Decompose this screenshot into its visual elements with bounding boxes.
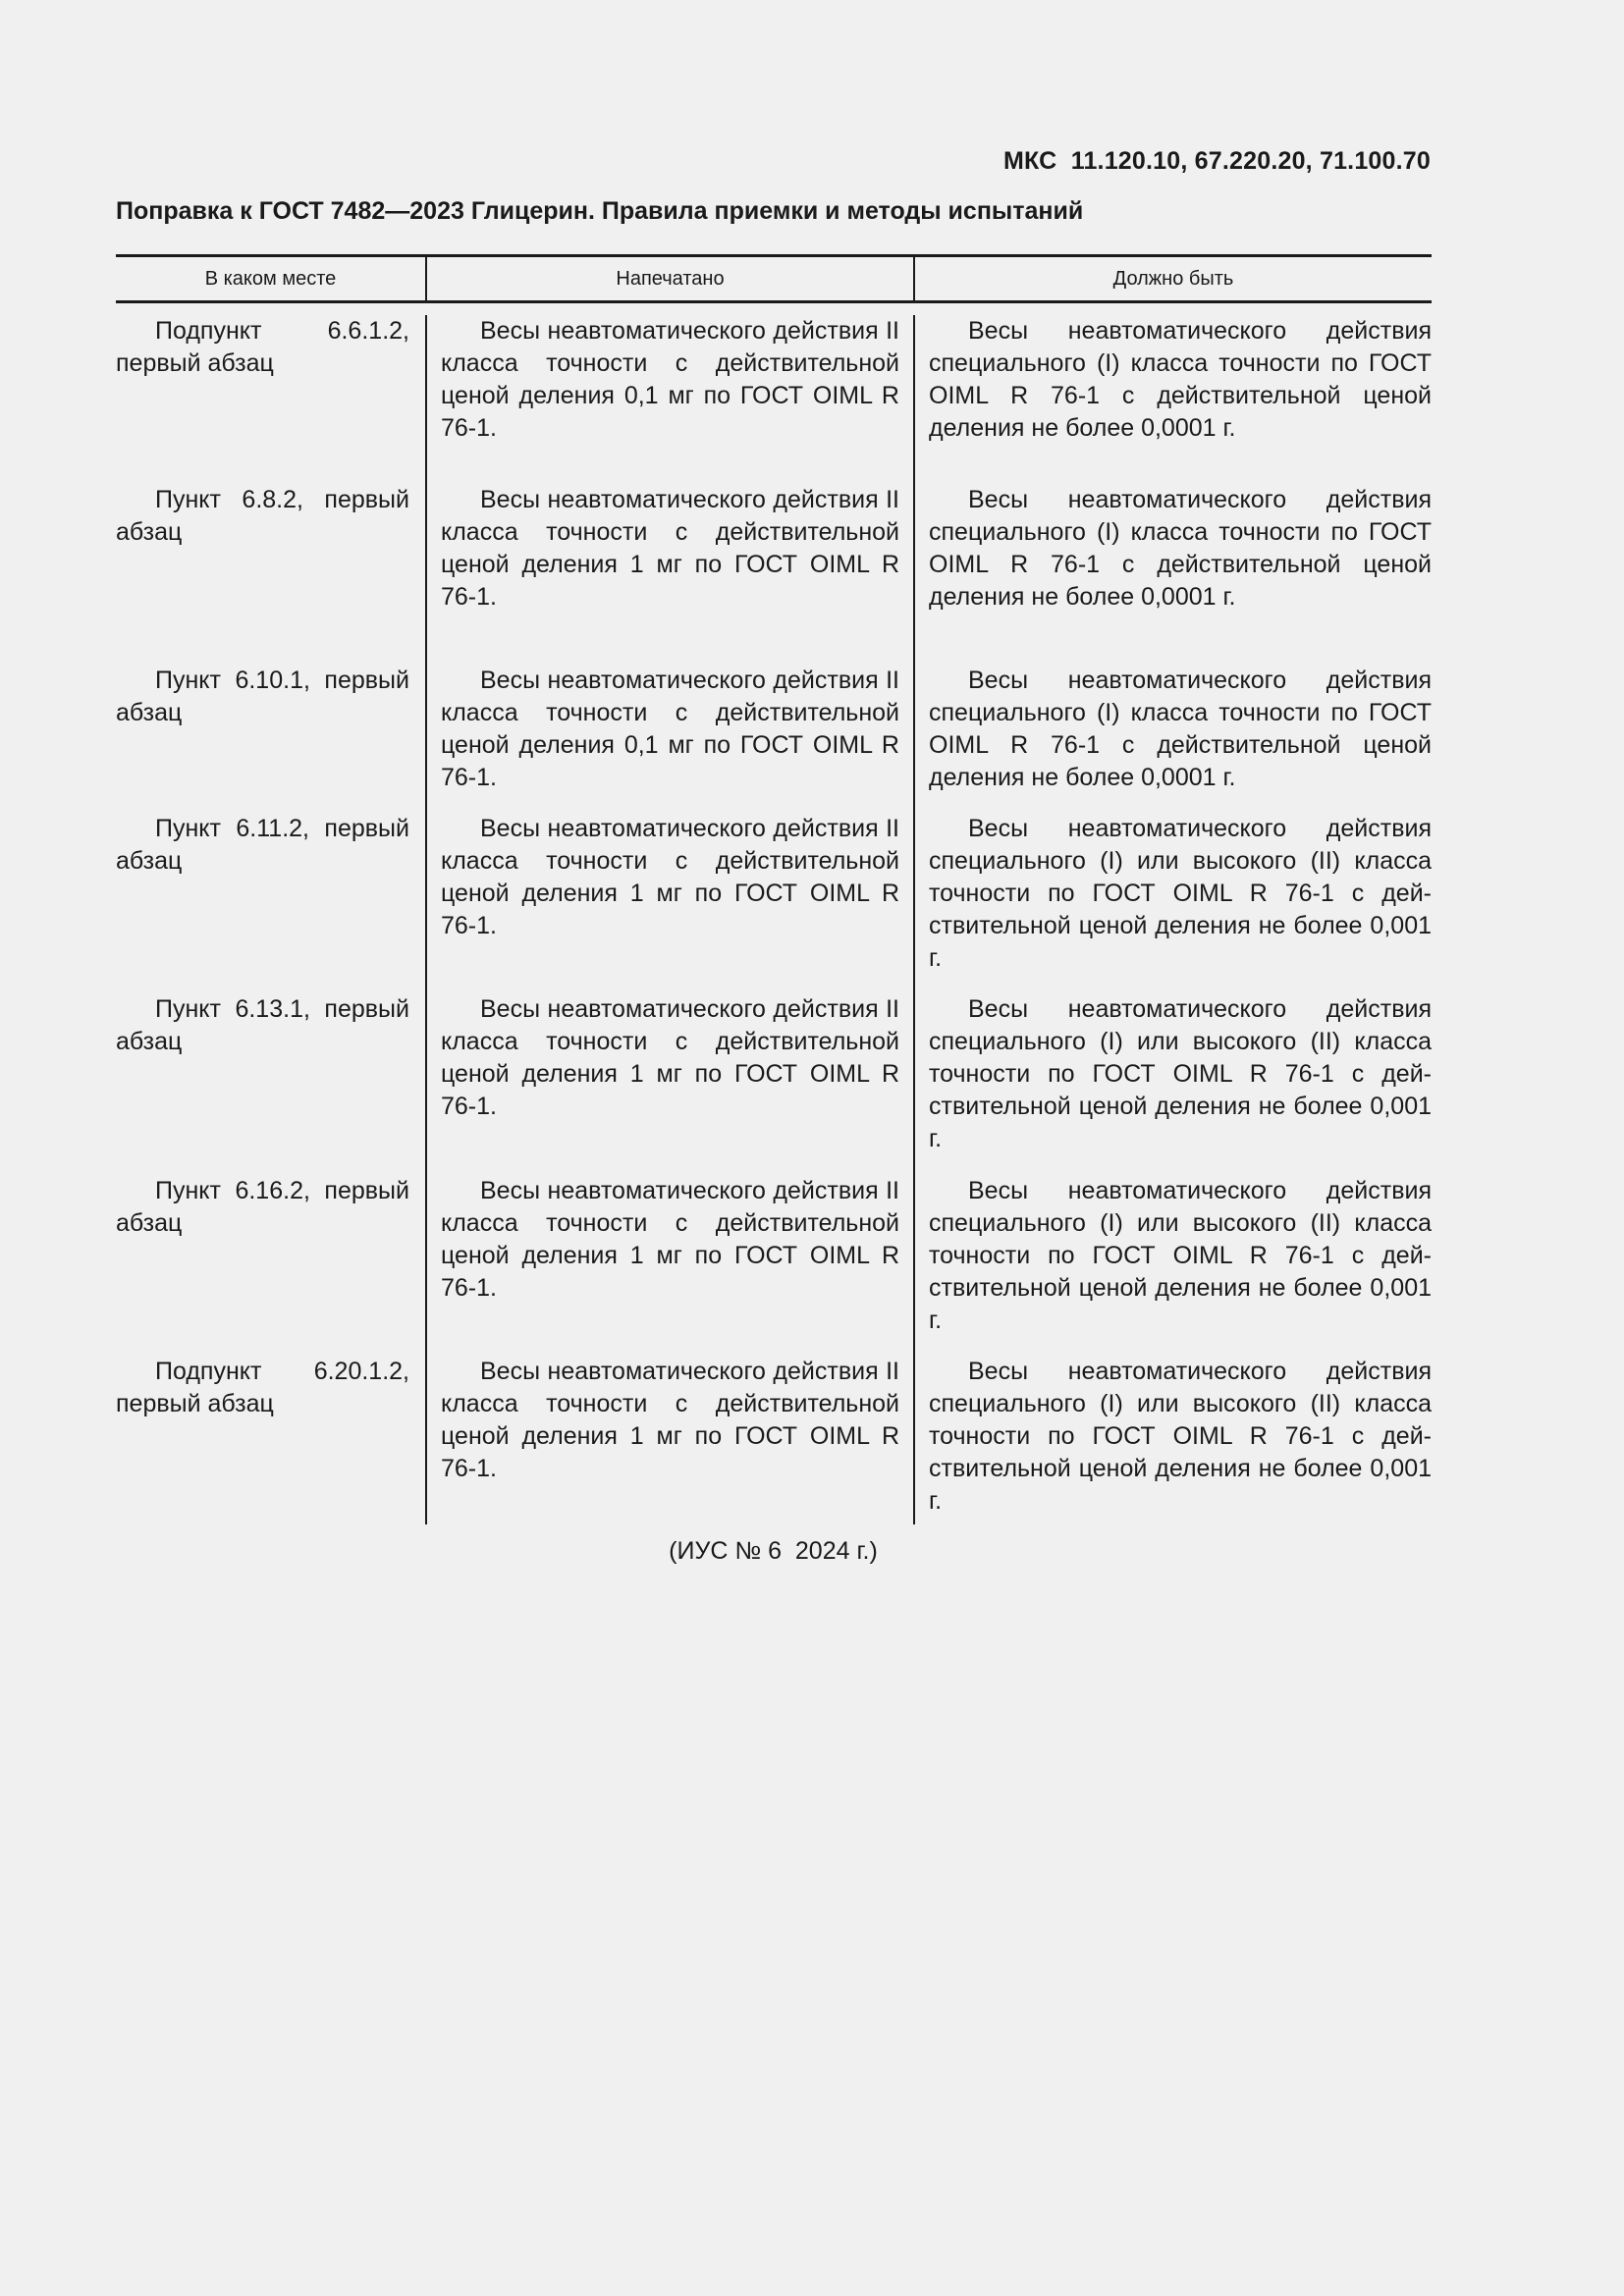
table-row bbox=[116, 1175, 1432, 1356]
amendment-table bbox=[116, 254, 1432, 1524]
cell-printed: Весы неавтоматического действия II класса точности с действительной ценой деления 1 мг по ГОСТ OIML R 76-1. bbox=[425, 813, 913, 993]
table-row bbox=[116, 303, 1432, 484]
table-header-row bbox=[116, 254, 1432, 303]
cell-printed: Весы неавтоматического действия II класса точности с действительной ценой деления 1 мг по ГОСТ OIML R 76-1. bbox=[425, 993, 913, 1175]
table-row bbox=[116, 1356, 1432, 1524]
cell-where: Пункт 6.16.2, первый абзац bbox=[116, 1177, 409, 1237]
cell-printed: Весы неавтоматического действия II класса точности с действительной ценой деления 1 мг по ГОСТ OIML R 76-1. bbox=[425, 1356, 913, 1524]
cell-should-be: Весы неавтоматического действия специального (I) класса точности по ГОСТ OIML R 76-1 с действительной ценой деления не более 0,0001 г. bbox=[913, 315, 1432, 484]
cell-where: Пункт 6.8.2, первый абзац bbox=[116, 486, 409, 546]
table-row bbox=[116, 665, 1432, 813]
cell-should-be: Весы неавтоматического действия специального (I) или высокого (II) класса точности по ГОСТ OIML R 76-1 с действительной ценой деления не более 0,001 г. bbox=[913, 993, 1432, 1175]
cell-should-be: Весы неавтоматического действия специального (I) класса точности по ГОСТ OIML R 76-1 с действительной ценой деления не более 0,0001 г. bbox=[913, 665, 1432, 813]
column-header-where: В каком месте bbox=[204, 267, 337, 290]
cell-should-be: Весы неавтоматического действия специального (I) класса точности по ГОСТ OIML R 76-1 с действительной ценой деления не более 0,0001 г. bbox=[913, 484, 1432, 665]
cell-where: Пункт 6.10.1, первый абзац bbox=[116, 667, 409, 726]
table-row bbox=[116, 484, 1432, 665]
cell-should-be: Весы неавтоматического действия специального (I) или высокого (II) класса точности по ГОСТ OIML R 76-1 с действительной ценой деления не более 0,001 г. bbox=[913, 1175, 1432, 1356]
publication-source: (ИУС № 6 2024 г.) bbox=[669, 1537, 878, 1565]
cell-printed: Весы неавтоматического действия II класса точности с действительной ценой деления 1 мг по ГОСТ OIML R 76-1. bbox=[425, 1175, 913, 1356]
column-header-printed: Напечатано bbox=[425, 257, 913, 300]
cell-should-be: Весы неавтоматического действия специального (I) или высокого (II) класса точности по ГОСТ OIML R 76-1 с действительной ценой деления не более 0,001 г. bbox=[913, 813, 1432, 993]
mks-classification-code: МКС 11.120.10, 67.220.20, 71.100.70 bbox=[1003, 147, 1431, 175]
cell-printed: Весы неавтоматического действия II класса точности с действительной ценой деления 1 мг по ГОСТ OIML R 76-1. bbox=[425, 484, 913, 665]
table-row bbox=[116, 993, 1432, 1175]
document-title: Поправка к ГОСТ 7482—2023 Глицерин. Правила приемки и методы испытаний bbox=[116, 197, 1084, 225]
cell-where: Пункт 6.11.2, первый абзац bbox=[116, 815, 409, 875]
cell-printed: Весы неавтоматического действия II класса точности с действительной ценой деления 0,1 мг по ГОСТ OIML R 76-1. bbox=[425, 315, 913, 484]
table-body bbox=[116, 303, 1432, 1524]
cell-printed: Весы неавтоматического действия II класса точности с действительной ценой деления 0,1 мг по ГОСТ OIML R 76-1. bbox=[425, 665, 913, 813]
cell-where: Пункт 6.13.1, первый абзац bbox=[116, 995, 409, 1055]
cell-where: Подпункт 6.6.1.2, первый абзац bbox=[116, 317, 409, 377]
cell-should-be: Весы неавтоматического действия специального (I) или высокого (II) класса точности по ГОСТ OIML R 76-1 с действительной ценой деления не более 0,001 г. bbox=[913, 1356, 1432, 1524]
table-row bbox=[116, 813, 1432, 993]
cell-where: Подпункт 6.20.1.2, первый абзац bbox=[116, 1358, 409, 1417]
column-header-should-be: Должно быть bbox=[913, 257, 1432, 300]
